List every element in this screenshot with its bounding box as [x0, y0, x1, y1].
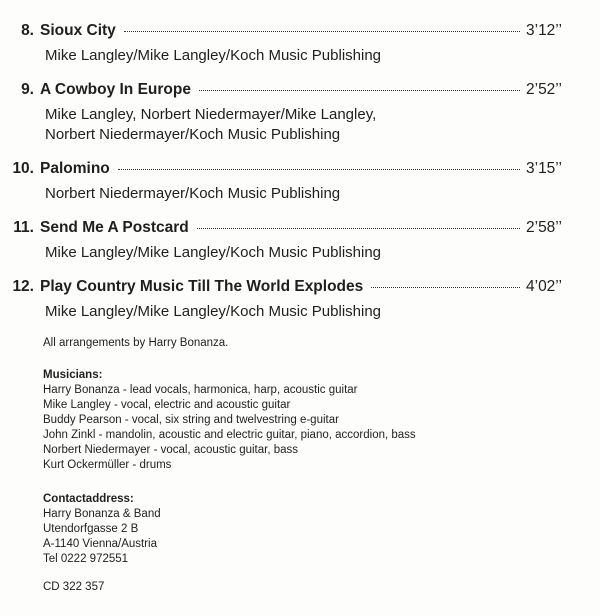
dot-leader: [371, 287, 520, 288]
musician-line: Buddy Pearson - vocal, six string and twelvestring e-guitar: [43, 414, 339, 426]
musician-line: Kurt Ockermüller - drums: [43, 459, 172, 471]
track-title: Send Me A Postcard: [40, 219, 189, 236]
contact-line: A-1140 Vienna/Austria: [43, 538, 158, 550]
contact-line: Harry Bonanza & Band: [43, 508, 161, 520]
track-duration: 3’15’’: [526, 160, 562, 177]
track-line: [0, 22, 600, 46]
track-item: [0, 219, 600, 263]
track-duration: 4’02’’: [526, 278, 562, 295]
dot-leader: [118, 169, 520, 170]
track-duration: 3’12’’: [526, 22, 562, 39]
contact-line: Tel 0222 972551: [43, 553, 129, 565]
track-number: 9.: [21, 81, 34, 98]
track-title: Sioux City: [40, 22, 116, 39]
track-item: [0, 22, 600, 66]
track-credits: [45, 46, 465, 66]
credit-line: Mike Langley/Mike Langley/Koch Music Publishing: [45, 244, 382, 261]
track-number: 10.: [12, 160, 34, 177]
credit-line: Norbert Niedermayer/Koch Music Publishing: [45, 126, 341, 143]
contact-line: Utendorfgasse 2 B: [43, 523, 139, 535]
track-list: [0, 22, 600, 337]
track-title: Play Country Music Till The World Explodes: [40, 278, 364, 295]
track-line: [0, 278, 600, 302]
dot-leader: [199, 90, 520, 91]
track-line: [0, 160, 600, 184]
catalog-number: CD 322 357: [43, 581, 105, 593]
track-credits: [45, 302, 465, 322]
track-credits: [45, 184, 465, 204]
credit-line: Mike Langley/Mike Langley/Koch Music Publishing: [45, 47, 382, 64]
track-title: Palomino: [40, 160, 110, 177]
track-line: [0, 219, 600, 243]
track-item: [0, 81, 600, 145]
track-line: [0, 81, 600, 105]
track-number: 12.: [12, 278, 34, 295]
dot-leader: [124, 31, 520, 32]
credit-line: Norbert Niedermayer/Koch Music Publishing: [45, 185, 341, 202]
track-item: [0, 160, 600, 204]
musicians-section: [43, 368, 416, 473]
contact-heading: Contactaddress:: [43, 493, 134, 505]
track-number: 8.: [21, 22, 34, 39]
track-credits: [45, 105, 465, 145]
musician-line: Norbert Niedermayer - vocal, acoustic guitar, bass: [43, 444, 299, 456]
musician-line: John Zinkl - mandolin, acoustic and electric guitar, piano, accordion, bass: [43, 429, 416, 441]
contact-section: [43, 492, 161, 567]
track-title: A Cowboy In Europe: [40, 81, 191, 98]
track-duration: 2’58’’: [526, 219, 562, 236]
musicians-heading: Musicians:: [43, 369, 103, 381]
arrangements-note: All arrangements by Harry Bonanza.: [43, 337, 229, 349]
credit-line: Mike Langley, Norbert Niedermayer/Mike Langley,: [45, 106, 377, 123]
musician-line: Mike Langley - vocal, electric and acoustic guitar: [43, 399, 291, 411]
track-item: [0, 278, 600, 322]
track-number: 11.: [13, 219, 34, 236]
musician-line: Harry Bonanza - lead vocals, harmonica, harp, acoustic guitar: [43, 384, 358, 396]
track-duration: 2’52’’: [526, 81, 562, 98]
track-credits: [45, 243, 465, 263]
credit-line: Mike Langley/Mike Langley/Koch Music Publishing: [45, 303, 382, 320]
dot-leader: [197, 228, 520, 229]
